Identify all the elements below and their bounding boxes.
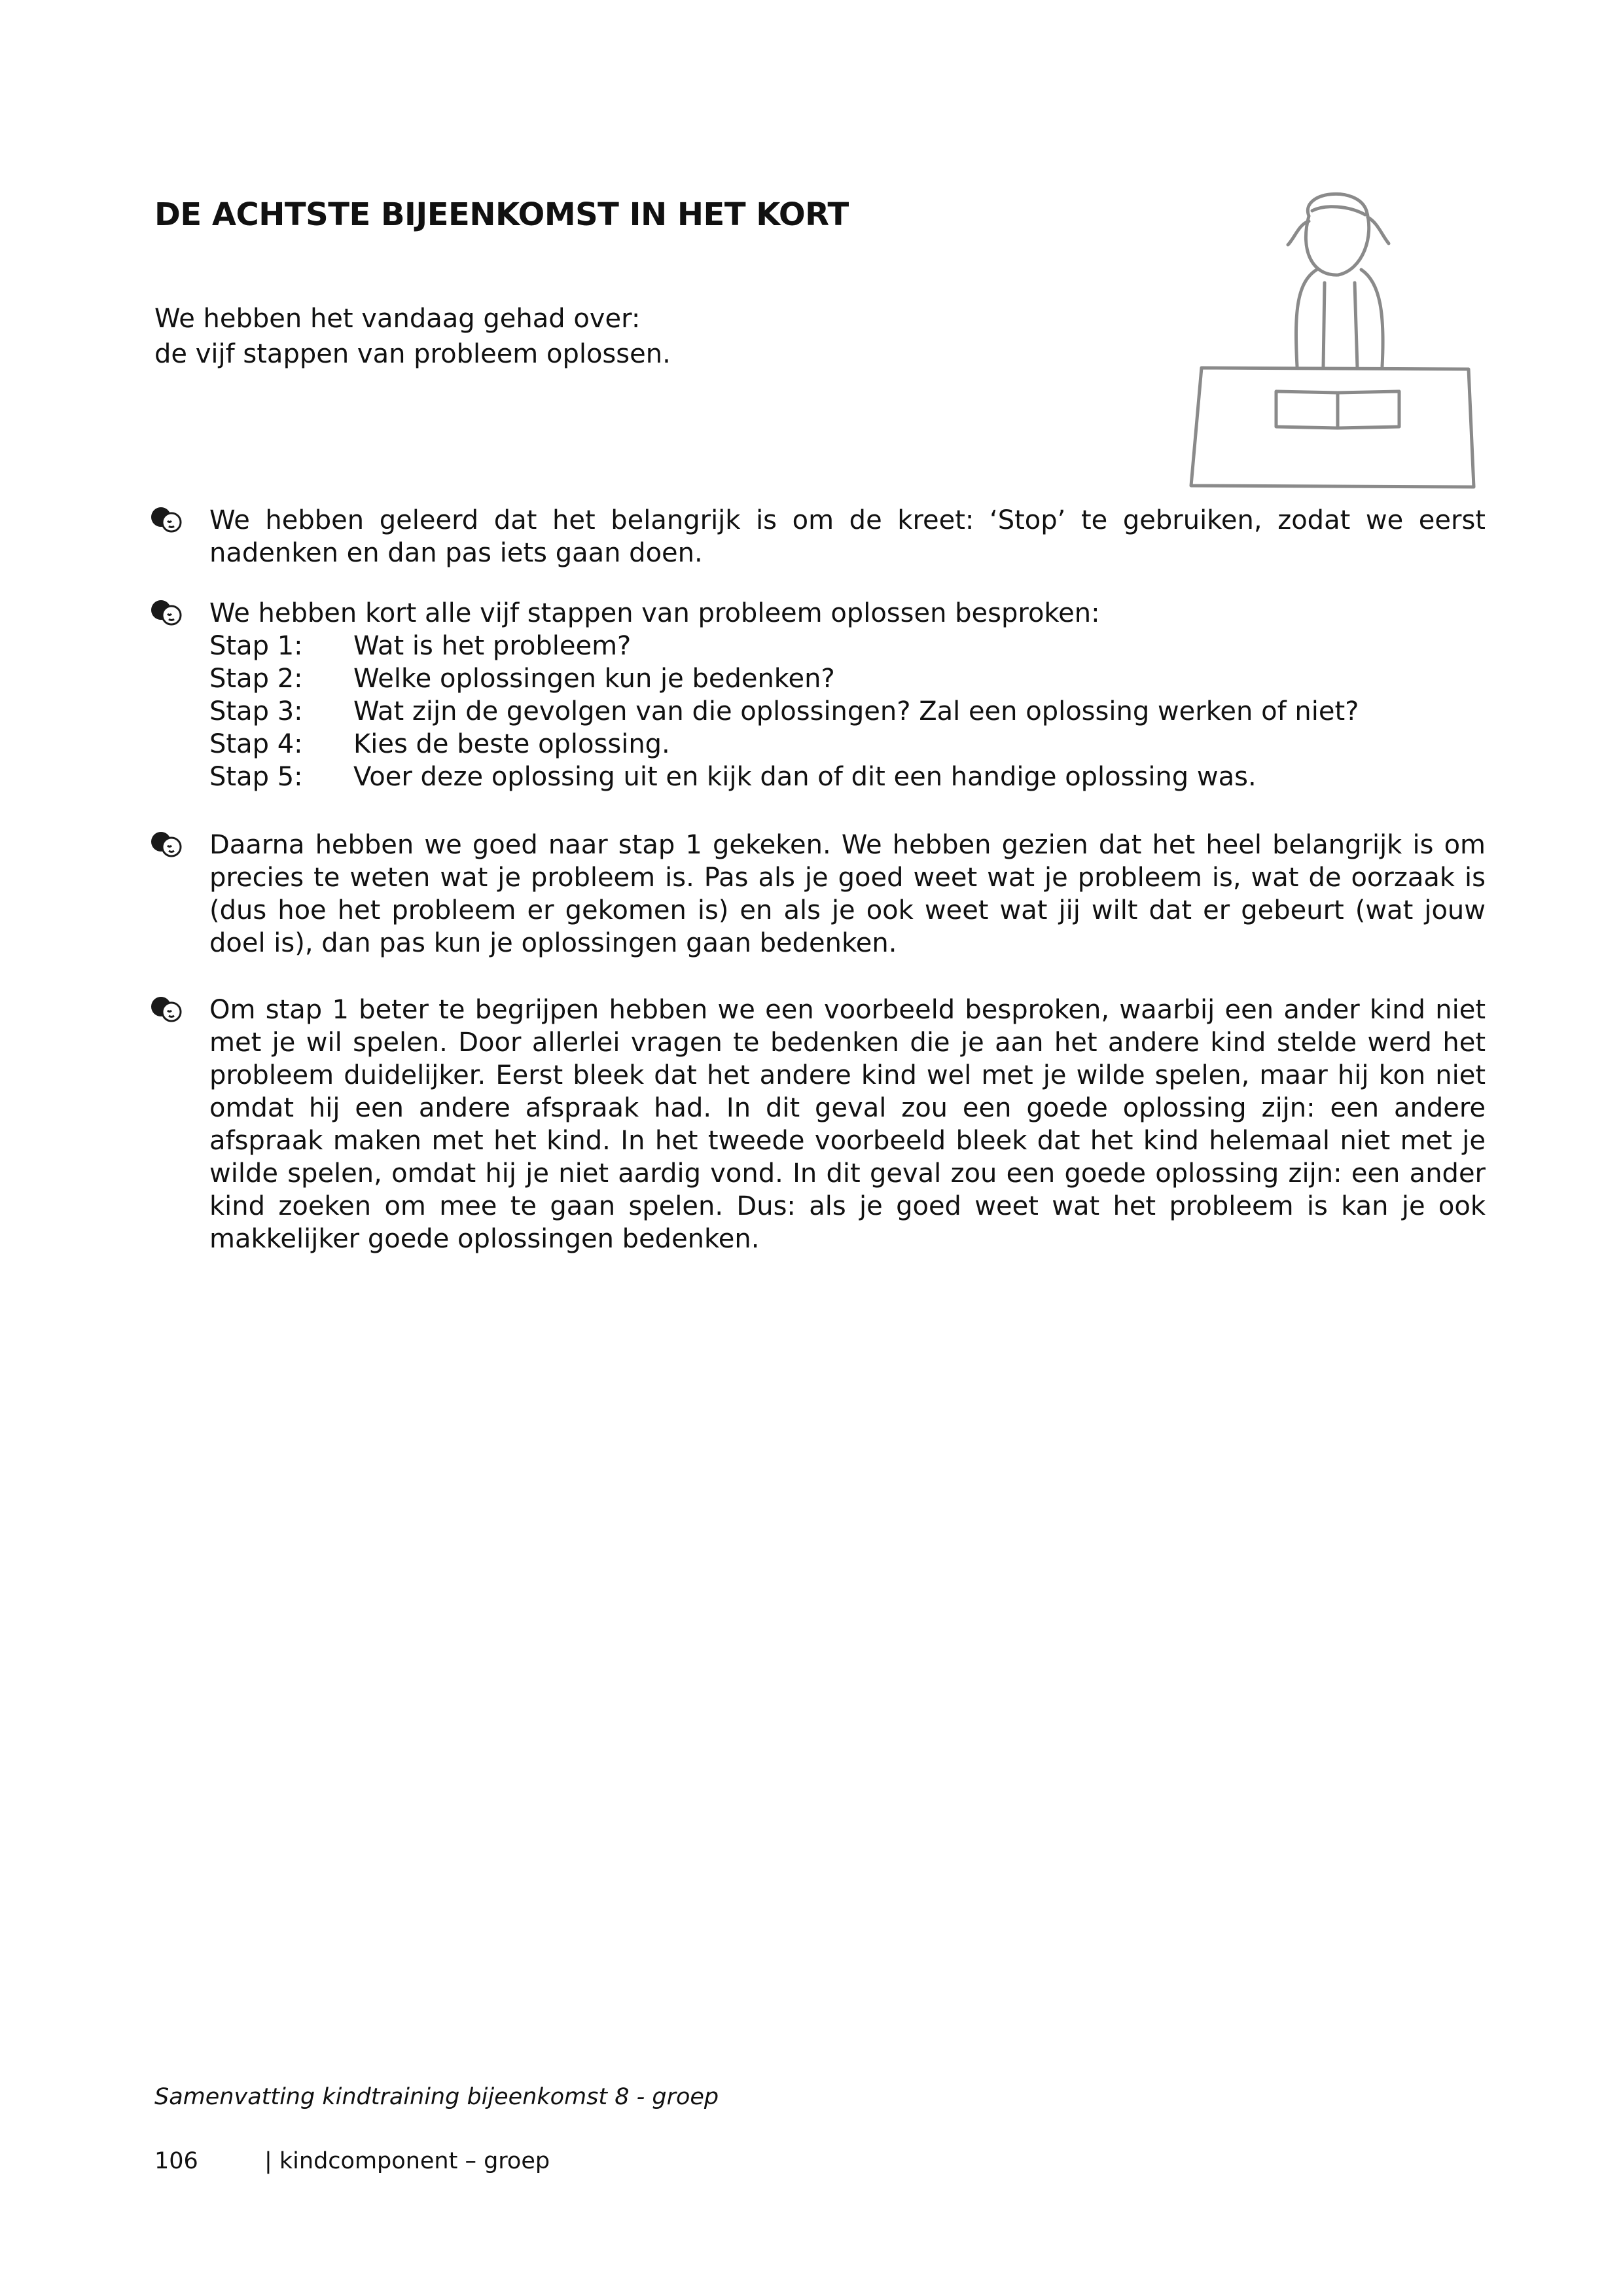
step-text: Welke oplossingen kun je bedenken? [353, 664, 835, 694]
step-text: Kies de beste oplossing. [353, 729, 670, 759]
intro-text [154, 301, 671, 372]
step-text: Wat is het probleem? [353, 631, 632, 661]
step-label: Stap 5: [209, 762, 303, 792]
intro-line-2: de vijf stappen van probleem oplossen. [154, 339, 671, 369]
bullet-text: We hebben geleerd dat het belangrijk is om de kreet: ‘Stop’ te gebruiken, zodat we eerst nadenken en dan pas iets gaan doen. [209, 505, 1486, 568]
bullet-text: Om stap 1 beter te begrijpen hebben we een voorbeeld besproken, waarbij een ander kind niet met je wil spelen. Door allerlei vragen te bedenken die je aan het andere kind stelde werd het probleem duidelijker. Eerst bleek dat het andere kind wel met je wilde spelen, maar hij kon niet omdat hij een andere afspraak had. In dit geval zou een goede oplossing zijn: een andere afspraak maken met het kind. In het tweede voorbeeld bleek dat het kind helemaal niet met je wilde spelen, omdat hij je niet aardig vond. In dit geval zou een goede oplossing zijn: een ander kind zoeken om mee te gaan spelen. Dus: als je goed weet wat het probleem is kan je ook makkelijker goede oplossingen bedenken. [209, 995, 1486, 1254]
child-reading-at-desk-icon [1178, 185, 1492, 492]
step-item [209, 728, 1486, 761]
list-item [149, 597, 1484, 806]
list-item [149, 504, 1484, 583]
step-label: Stap 3: [209, 696, 303, 726]
step-item [209, 662, 1486, 695]
footer-title: Samenvatting kindtraining bijeenkomst 8 - groep [154, 2084, 719, 2110]
step-text: Wat zijn de gevolgen van die oplossingen? Zal een oplossing werken of niet? [353, 696, 1359, 726]
step-label: Stap 1: [209, 631, 303, 661]
list-item [149, 994, 1484, 1255]
two-faces-icon [149, 598, 183, 628]
page-title: DE ACHTSTE BIJEENKOMST IN HET KORT [154, 196, 849, 233]
page-number: 106 [154, 2148, 198, 2174]
list-item [149, 829, 1484, 973]
step-label: Stap 2: [209, 664, 303, 694]
two-faces-icon [149, 995, 183, 1025]
steps-list [209, 630, 1486, 793]
two-faces-icon [149, 505, 183, 535]
step-label: Stap 4: [209, 729, 303, 759]
step-item [209, 761, 1486, 793]
step-text: Voer deze oplossing uit en kijk dan of dit een handige oplossing was. [353, 762, 1257, 792]
footer-section: | kindcomponent – groep [264, 2148, 550, 2174]
two-faces-icon [149, 830, 183, 860]
bullet-text: We hebben kort alle vijf stappen van probleem oplossen besproken: [209, 598, 1100, 628]
intro-line-1: We hebben het vandaag gehad over: [154, 304, 641, 334]
bullet-text-block [209, 597, 1486, 793]
step-item [209, 630, 1486, 662]
step-item [209, 695, 1486, 728]
bullet-text: Daarna hebben we goed naar stap 1 gekeken. We hebben gezien dat het heel belangrijk is om precies te weten wat je probleem is. Pas als je goed weet wat je probleem is, wat de oorzaak is (dus hoe het probleem er gekomen is) en als je ook weet wat jij wilt dat er gebeurt (wat jouw doel is), dan pas kun je oplossingen gaan bedenken. [209, 830, 1486, 958]
